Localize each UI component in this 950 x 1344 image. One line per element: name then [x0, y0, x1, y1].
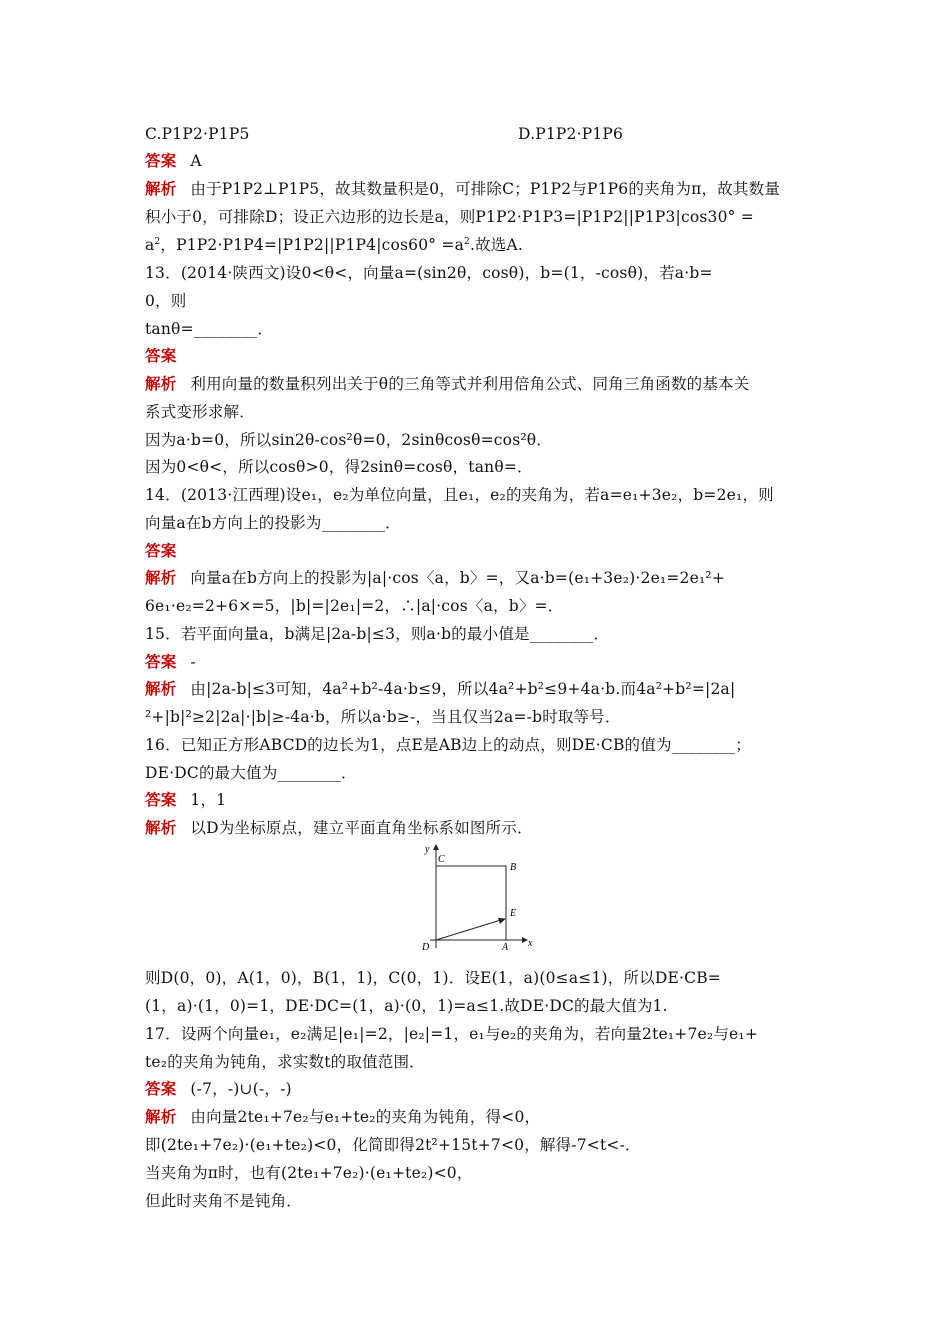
label-c: C	[438, 854, 445, 865]
label-d: D	[422, 942, 430, 952]
question-17: 17．设两个向量e₁，e₂满足|e₁|=2，|e₂|=1，e₁与e₂的夹角为，若向量2te₁+7e₂与e₁+	[145, 1025, 759, 1043]
text-line: 向量a在b方向上的投影为________．	[145, 514, 401, 532]
answer-label: 答案	[145, 1079, 177, 1098]
answer-line-17	[145, 1079, 292, 1099]
explanation-label: 解析	[145, 568, 177, 587]
answer-line-14	[145, 541, 190, 561]
explanation-line	[145, 818, 533, 838]
text-line: 即(2te₁+7e₂)·(e₁+te₂)<0，化简即得2t²+15t+7<0，解得-7<t<-．	[145, 1136, 641, 1154]
explanation-label: 解析	[145, 374, 177, 393]
explanation-text: 由向量2te₁+7e₂与e₁+te₂的夹角为钝角，得<0，	[190, 1108, 541, 1126]
answer-line-12	[145, 151, 202, 171]
explanation-text: 由于P1P2⊥P1P5，故其数量积是0，可排除C；P1P2与P1P6的夹角为π，故其数量	[190, 180, 781, 198]
answer-label: 答案	[145, 790, 177, 809]
answer-line-13	[145, 346, 190, 366]
superscript: 2	[464, 236, 470, 247]
label-y: y	[425, 844, 430, 855]
y-axis-arrow	[433, 844, 439, 850]
question-13: 13．(2014·陕西文)设0<θ<，向量a=(sin2θ，cosθ)，b=(1，-cosθ)，若a·b=	[145, 264, 713, 282]
text-line: ²+|b|²≥2|2a|·|b|≥-4a·b，所以a·b≥-，当且仅当2a=-b时取等号．	[145, 708, 621, 726]
answer-line-15	[145, 652, 196, 672]
answer-value: 1，1	[190, 791, 227, 809]
explanation-label: 解析	[145, 179, 177, 198]
text-segment: .故选A.	[469, 236, 524, 254]
text-line: te₂的夹角为钝角，求实数t的取值范围．	[145, 1053, 425, 1071]
label-a: A	[502, 942, 509, 952]
text-line: 6e₁·e₂=2+6×=5，|b|=|2e₁|=2，∴|a|·cos〈a，b〉=．	[145, 597, 564, 615]
label-e: E	[510, 908, 517, 919]
answer-label: 答案	[145, 151, 177, 170]
text-line: 因为0<θ<，所以cosθ>0，得2sinθ=cosθ，tanθ=．	[145, 458, 533, 476]
question-15: 15．若平面向量a，b满足|2a-b|≤3，则a·b的最小值是________．	[145, 625, 610, 643]
text-line: 积小于0，可排除D；设正六边形的边长是a，则P1P2·P1P3=|P1P2||P1P3|cos30° =	[145, 208, 754, 226]
explanation-text: 利用向量的数量积列出关于θ的三角等式并利用倍角公式、同角三角函数的基本关	[190, 375, 750, 393]
label-x: x	[528, 938, 533, 949]
explanation-label: 解析	[145, 818, 177, 837]
answer-label: 答案	[145, 346, 177, 365]
answer-label: 答案	[145, 541, 177, 560]
explanation-label: 解析	[145, 679, 177, 698]
text-line: 因为a·b=0，所以sin2θ-cos²θ=0，2sinθcosθ=cos²θ．	[145, 431, 553, 449]
option-c: C.P1P2·P1P5	[145, 125, 250, 143]
explanation-text: 以D为坐标原点，建立平面直角坐标系如图所示．	[190, 819, 533, 837]
text-line: tanθ=________．	[145, 320, 274, 338]
superscript: 2	[154, 236, 161, 247]
coordinate-figure	[416, 840, 536, 952]
vector-de	[436, 919, 504, 940]
text-line: DE·DC的最大值为________．	[145, 764, 357, 782]
answer-value: (-7，-)∪(-，-)	[190, 1080, 292, 1098]
text-line: 0，则	[145, 292, 187, 310]
option-d: D.P1P2·P1P6	[518, 125, 624, 143]
explanation-label: 解析	[145, 1107, 177, 1126]
answer-label: 答案	[145, 652, 177, 671]
text-line	[145, 235, 523, 255]
explanation-line	[145, 1107, 540, 1127]
text-line: (1，a)·(1，0)=1，DE·DC=(1，a)·(0，1)=a≤1.故DE·DC的最大值为1.	[145, 997, 668, 1015]
text-segment: a	[145, 236, 155, 254]
explanation-line	[145, 374, 749, 394]
text-line: 当夹角为π时，也有(2te₁+7e₂)·(e₁+te₂)<0，	[145, 1164, 473, 1182]
text-line: 系式变形求解．	[145, 403, 255, 421]
explanation-line	[145, 568, 725, 588]
answer-value: A	[190, 152, 202, 170]
explanation-text: 向量a在b方向上的投影为|a|·cos〈a，b〉=，又a·b=(e₁+3e₂)·2e₁=2e₁²+	[190, 569, 726, 587]
answer-value: -	[190, 653, 196, 671]
text-line: 则D(0，0)，A(1，0)，B(1，1)，C(0，1)．设E(1，a)(0≤a≤1)，所以DE·CB=	[145, 969, 721, 987]
answer-line-16	[145, 790, 226, 810]
explanation-text: 由|2a-b|≤3可知，4a²+b²-4a·b≤9，所以4a²+b²≤9+4a·b.而4a²+b²=|2a|	[190, 680, 736, 698]
question-16: 16．已知正方形ABCD的边长为1，点E是AB边上的动点，则DE·CB的值为________；	[145, 736, 751, 754]
label-b: B	[510, 862, 517, 873]
vector-de-arrow	[498, 918, 506, 924]
question-14: 14．(2013·江西理)设e₁，e₂为单位向量，且e₁，e₂的夹角为，若a=e₁+3e₂，b=2e₁，则	[145, 486, 774, 504]
text-line: 但此时夹角不是钝角．	[145, 1192, 303, 1210]
explanation-line	[145, 679, 735, 699]
text-segment: ，P1P2·P1P4=|P1P2||P1P4|cos60° =a	[160, 236, 465, 254]
explanation-line	[145, 179, 780, 199]
